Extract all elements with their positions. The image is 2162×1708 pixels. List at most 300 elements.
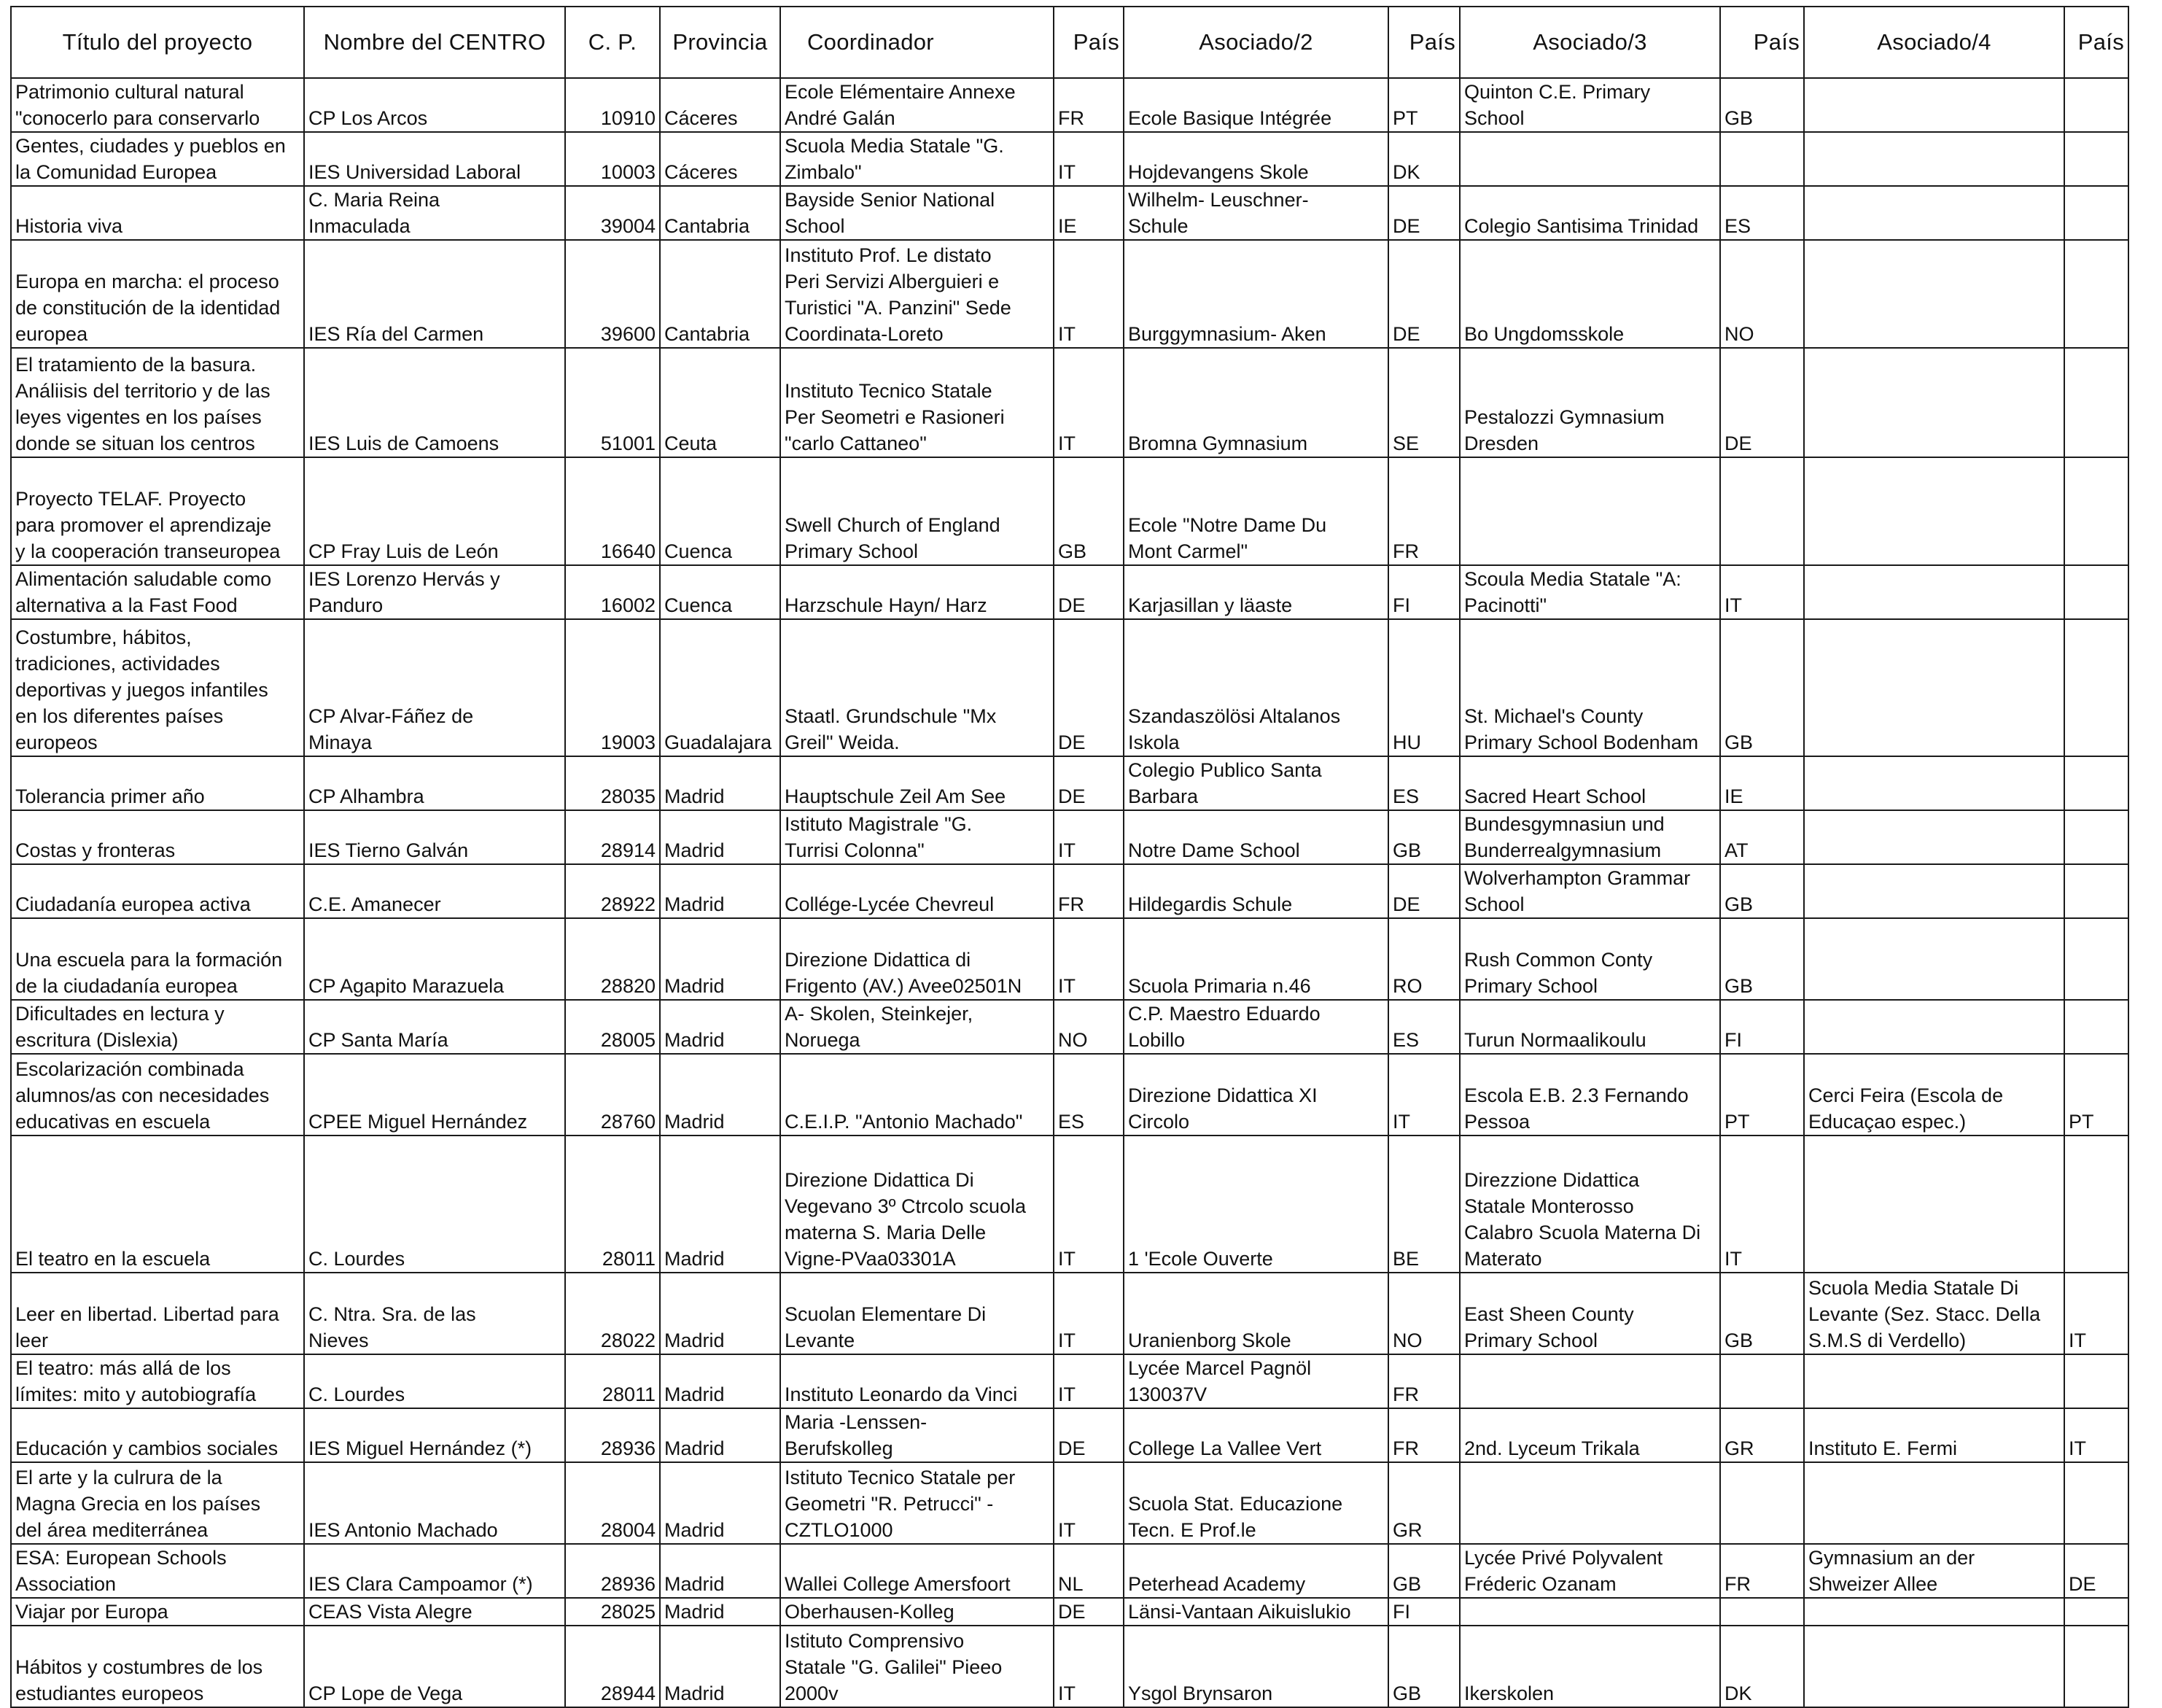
- cell-text-line: Europa en marcha: el proceso: [15, 271, 279, 292]
- cell-text: 10910: [600, 107, 656, 129]
- cell-text-line: 2nd. Lyceum Trikala: [1464, 1437, 1640, 1459]
- cell-text-line: Turrisi Colonna": [785, 839, 925, 861]
- centro-cell: [304, 1626, 565, 1707]
- cell-text-line: Educación y cambios sociales: [15, 1437, 279, 1459]
- pais-4-cell: [2064, 864, 2128, 918]
- centro-cell: [304, 1136, 565, 1273]
- pais-4-cell: [2064, 619, 2128, 756]
- cell-text-line: Scuola Media Statale Di: [1808, 1277, 2019, 1299]
- titulo-cell: [11, 186, 304, 240]
- asociado-3-cell: [1460, 1462, 1720, 1544]
- cell-text-line: Circolo: [1128, 1111, 1190, 1133]
- cell-text: PT: [2069, 1111, 2094, 1133]
- cell-text-line: East Sheen County: [1464, 1303, 1634, 1325]
- cell-text-line: C.E.I.P. "Antonio Machado": [785, 1111, 1023, 1133]
- cell-text-line: Karjasillan y läaste: [1128, 594, 1293, 616]
- cell-text-line: Quinton C.E. Primary: [1464, 81, 1651, 103]
- centro-cell: [304, 1054, 565, 1136]
- cell-text-line: en los diferentes países: [15, 705, 224, 727]
- cell-text: 28936: [600, 1573, 656, 1595]
- cell-text-line: College La Vallee Vert: [1128, 1437, 1322, 1459]
- cell-text-line: A- Skolen, Steinkejer,: [785, 1003, 973, 1025]
- cell-text-line: Bromna Gymnasium: [1128, 432, 1308, 454]
- asociado-2-cell: [1124, 1544, 1388, 1598]
- centro-cell: [304, 864, 565, 918]
- pais-4-cell: [2064, 348, 2128, 457]
- cell-text-line: Notre Dame School: [1128, 839, 1300, 861]
- cell-text-line: CZTLO1000: [785, 1519, 893, 1541]
- cell-text-line: Primary School: [1464, 1329, 1598, 1351]
- cell-text-line: Lobillo: [1128, 1029, 1186, 1051]
- cell-text: NL: [1058, 1573, 1084, 1595]
- pais-1-cell: [1054, 348, 1124, 457]
- cell-text-line: Noruega: [785, 1029, 860, 1051]
- asociado-2-cell: [1124, 1626, 1388, 1707]
- pais-2-cell: [1388, 1136, 1460, 1273]
- provincia-cell: [660, 1626, 780, 1707]
- asociado-2-cell: [1124, 1462, 1388, 1544]
- cell-text-line: Ecole Elémentaire Annexe: [785, 81, 1016, 103]
- cell-text-line: Swell Church of England: [785, 514, 1000, 536]
- pais-4-cell: [2064, 1136, 2128, 1273]
- cell-text: FI: [1393, 1601, 1410, 1623]
- cell-text: 28936: [600, 1437, 656, 1459]
- centro-cell: [304, 565, 565, 619]
- coordinador-cell: [780, 132, 1054, 186]
- coordinador-cell: [780, 756, 1054, 810]
- cp-cell: [565, 1598, 660, 1626]
- cell-text: 28011: [602, 1383, 656, 1405]
- cell-text: DE: [1058, 1601, 1086, 1623]
- cell-text-line: Viajar por Europa: [15, 1601, 168, 1623]
- pais-4-cell: [2064, 565, 2128, 619]
- pais-3-cell: [1720, 1136, 1804, 1273]
- titulo-cell: [11, 565, 304, 619]
- cell-text-line: Oberhausen-Kolleg: [785, 1601, 954, 1623]
- asociado-3-cell: [1460, 132, 1720, 186]
- titulo-cell: [11, 810, 304, 864]
- cell-text: GB: [1724, 893, 1754, 915]
- coordinador-cell: [780, 619, 1054, 756]
- centro-cell: [304, 78, 565, 132]
- asociado-2-cell: [1124, 1000, 1388, 1054]
- table-row: [11, 457, 2128, 565]
- cell-text-line: Bayside Senior National: [785, 189, 995, 211]
- titulo-cell: [11, 1000, 304, 1054]
- cell-text-line: CP Santa María: [308, 1029, 448, 1051]
- pais-2-cell: [1388, 1273, 1460, 1354]
- cell-text-line: Shweizer Allee: [1808, 1573, 1938, 1595]
- cell-text-line: S.M.S di Verdello): [1808, 1329, 1967, 1351]
- cell-text-line: Wolverhampton Grammar: [1464, 867, 1691, 889]
- cell-text-line: IES Lorenzo Hervás y: [308, 568, 500, 590]
- cell-text: FR: [1058, 893, 1084, 915]
- pais-2-cell: [1388, 78, 1460, 132]
- cell-text: DE: [2069, 1573, 2096, 1595]
- cell-text-line: Alimentación saludable como: [15, 568, 272, 590]
- pais-2-cell: [1388, 565, 1460, 619]
- cell-text-line: Bo Ungdomsskole: [1464, 323, 1625, 345]
- cell-text: Madrid: [664, 893, 725, 915]
- cell-text-line: Levante (Sez. Stacc. Della: [1808, 1303, 2041, 1325]
- cell-text: GB: [1724, 107, 1754, 129]
- pais-4-cell: [2064, 918, 2128, 1000]
- asociado-4-cell: [1804, 1136, 2064, 1273]
- cell-text: HU: [1393, 731, 1421, 753]
- cell-text: SE: [1393, 432, 1420, 454]
- cp-cell: [565, 619, 660, 756]
- cell-text-line: Bunderrealgymnasium: [1464, 839, 1662, 861]
- cell-text: 16002: [600, 594, 656, 616]
- centro-cell: [304, 619, 565, 756]
- cell-text-line: C. Lourdes: [308, 1383, 405, 1405]
- cell-text: FI: [1724, 1029, 1742, 1051]
- cell-text-line: Dificultades en lectura y: [15, 1003, 225, 1025]
- cell-text-line: Proyecto TELAF. Proyecto: [15, 488, 246, 510]
- pais-4-cell: [2064, 457, 2128, 565]
- asociado-3-cell: [1460, 1354, 1720, 1408]
- cell-text-line: C.E. Amanecer: [308, 893, 441, 915]
- asociado-4-cell: [1804, 1626, 2064, 1707]
- cp-cell: [565, 756, 660, 810]
- cell-text-line: Hildegardis Schule: [1128, 893, 1293, 915]
- asociado-2-cell: [1124, 240, 1388, 348]
- pais-1-cell: [1054, 1544, 1124, 1598]
- cell-text-line: 1 'Ecole Ouverte: [1128, 1248, 1273, 1270]
- cp-cell: [565, 132, 660, 186]
- cell-text: IT: [1724, 594, 1742, 616]
- cell-text: IT: [1058, 432, 1076, 454]
- cell-text-line: Ysgol Brynsaron: [1128, 1682, 1273, 1704]
- coordinador-cell: [780, 1626, 1054, 1707]
- header-pais-4: País: [2064, 7, 2128, 78]
- centro-cell: [304, 132, 565, 186]
- cell-text-line: Pacinotti": [1464, 594, 1547, 616]
- provincia-cell: [660, 1054, 780, 1136]
- cell-text-line: Hábitos y costumbres de los: [15, 1656, 263, 1678]
- cell-text-line: Wilhelm- Leuschner-: [1128, 189, 1309, 211]
- cell-text-line: Vegevano 3º Ctrcolo scuola: [785, 1195, 1027, 1217]
- asociado-3-cell: [1460, 348, 1720, 457]
- titulo-cell: [11, 1054, 304, 1136]
- cell-text: GB: [1058, 540, 1087, 562]
- pais-1-cell: [1054, 457, 1124, 565]
- header-centro: Nombre del CENTRO: [304, 7, 565, 78]
- pais-3-cell: [1720, 132, 1804, 186]
- pais-3-cell: [1720, 348, 1804, 457]
- pais-2-cell: [1388, 1408, 1460, 1462]
- cell-text-line: la Comunidad Europea: [15, 161, 217, 183]
- table-row: [11, 864, 2128, 918]
- cell-text: Madrid: [664, 1329, 725, 1351]
- provincia-cell: [660, 619, 780, 756]
- cell-text-line: Direzione Didattica di: [785, 949, 971, 971]
- cp-cell: [565, 457, 660, 565]
- cell-text: GB: [1393, 839, 1422, 861]
- cell-text-line: Bundesgymnasiun und: [1464, 813, 1665, 835]
- header-asociado-3: Asociado/3: [1460, 7, 1720, 78]
- cell-text: DE: [1058, 785, 1086, 807]
- cell-text: 28914: [600, 839, 656, 861]
- provincia-cell: [660, 348, 780, 457]
- cell-text-line: School: [785, 215, 845, 237]
- cell-text: DE: [1058, 731, 1086, 753]
- cell-text: ES: [1393, 1029, 1420, 1051]
- coordinador-cell: [780, 1462, 1054, 1544]
- asociado-2-cell: [1124, 756, 1388, 810]
- provincia-cell: [660, 864, 780, 918]
- cell-text: IT: [1724, 1248, 1742, 1270]
- provincia-cell: [660, 1273, 780, 1354]
- pais-2-cell: [1388, 1462, 1460, 1544]
- cell-text-line: Collége-Lycée Chevreul: [785, 893, 995, 915]
- coordinador-cell: [780, 1273, 1054, 1354]
- pais-1-cell: [1054, 1136, 1124, 1273]
- cell-text-line: C. Lourdes: [308, 1248, 405, 1270]
- centro-cell: [304, 1598, 565, 1626]
- cell-text-line: Direzione Didattica XI: [1128, 1084, 1318, 1106]
- centro-cell: [304, 1354, 565, 1408]
- centro-cell: [304, 1462, 565, 1544]
- cell-text: DE: [1058, 594, 1086, 616]
- cell-text: IT: [1058, 1329, 1076, 1351]
- pais-1-cell: [1054, 1354, 1124, 1408]
- centro-cell: [304, 186, 565, 240]
- cell-text-line: Una escuela para la formación: [15, 949, 283, 971]
- pais-1-cell: [1054, 1598, 1124, 1626]
- cell-text: RO: [1393, 975, 1423, 997]
- coordinador-cell: [780, 1054, 1054, 1136]
- table-row: [11, 810, 2128, 864]
- cell-text: IT: [1058, 1519, 1076, 1541]
- cell-text-line: Minaya: [308, 731, 373, 753]
- cell-text-line: europeos: [15, 731, 98, 753]
- cell-text-line: Escola E.B. 2.3 Fernando: [1464, 1084, 1689, 1106]
- cp-cell: [565, 1136, 660, 1273]
- asociado-4-cell: [1804, 348, 2064, 457]
- cell-text-line: IES Miguel Hernández (*): [308, 1437, 532, 1459]
- cell-text-line: Frigento (AV.) Avee02501N: [785, 975, 1022, 997]
- cp-cell: [565, 565, 660, 619]
- pais-2-cell: [1388, 756, 1460, 810]
- centro-cell: [304, 1273, 565, 1354]
- coordinador-cell: [780, 918, 1054, 1000]
- pais-2-cell: [1388, 1544, 1460, 1598]
- cell-text-line: Patrimonio cultural natural: [15, 81, 244, 103]
- cell-text-line: Levante: [785, 1329, 855, 1351]
- cell-text: IT: [1058, 1682, 1076, 1704]
- cell-text-line: CEAS Vista Alegre: [308, 1601, 473, 1623]
- cell-text-line: Burggymnasium- Aken: [1128, 323, 1326, 345]
- pais-4-cell: [2064, 1054, 2128, 1136]
- table-row: [11, 186, 2128, 240]
- asociado-4-cell: [1804, 1544, 2064, 1598]
- cell-text: DE: [1393, 323, 1420, 345]
- cell-text-line: tradiciones, actividades: [15, 653, 220, 675]
- cell-text: IT: [2069, 1329, 2086, 1351]
- provincia-cell: [660, 1000, 780, 1054]
- provincia-cell: [660, 1598, 780, 1626]
- coordinador-cell: [780, 240, 1054, 348]
- cell-text-line: Länsi-Vantaan Aikuislukio: [1128, 1601, 1351, 1623]
- cell-text-line: CP Fray Luis de León: [308, 540, 499, 562]
- asociado-2-cell: [1124, 1273, 1388, 1354]
- cell-text: IT: [1058, 839, 1076, 861]
- asociado-2-cell: [1124, 1054, 1388, 1136]
- cell-text: DE: [1393, 215, 1420, 237]
- cell-text-line: Historia viva: [15, 215, 123, 237]
- coordinador-cell: [780, 348, 1054, 457]
- cell-text: PT: [1724, 1111, 1750, 1133]
- pais-4-cell: [2064, 240, 2128, 348]
- table-body: [11, 78, 2128, 1707]
- cell-text-line: Szandaszölösi Altalanos: [1128, 705, 1341, 727]
- cell-text-line: escritura (Dislexia): [15, 1029, 179, 1051]
- cell-text: IE: [1724, 785, 1743, 807]
- asociado-2-cell: [1124, 132, 1388, 186]
- cell-text-line: IES Universidad Laboral: [308, 161, 521, 183]
- pais-2-cell: [1388, 1354, 1460, 1408]
- cell-text: FR: [1393, 1383, 1419, 1405]
- pais-4-cell: [2064, 132, 2128, 186]
- table-row: [11, 1000, 2128, 1054]
- asociado-4-cell: [1804, 78, 2064, 132]
- cp-cell: [565, 348, 660, 457]
- cell-text-line: St. Michael's County: [1464, 705, 1644, 727]
- coordinador-cell: [780, 1598, 1054, 1626]
- cell-text-line: Sacred Heart School: [1464, 785, 1646, 807]
- cell-text: DE: [1393, 893, 1420, 915]
- cell-text: 16640: [600, 540, 656, 562]
- cell-text: Madrid: [664, 1573, 725, 1595]
- cell-text-line: Ecole "Notre Dame Du: [1128, 514, 1327, 536]
- pais-1-cell: [1054, 132, 1124, 186]
- table-row: [11, 348, 2128, 457]
- cell-text-line: alumnos/as con necesidades: [15, 1084, 270, 1106]
- asociado-3-cell: [1460, 457, 1720, 565]
- header-asociado-4: Asociado/4: [1804, 7, 2064, 78]
- asociado-4-cell: [1804, 619, 2064, 756]
- titulo-cell: [11, 348, 304, 457]
- asociado-4-cell: [1804, 756, 2064, 810]
- pais-4-cell: [2064, 1354, 2128, 1408]
- asociado-2-cell: [1124, 918, 1388, 1000]
- table-row: [11, 78, 2128, 132]
- cell-text-line: El tratamiento de la basura.: [15, 354, 257, 376]
- pais-4-cell: [2064, 1000, 2128, 1054]
- cell-text: IT: [1058, 975, 1076, 997]
- cell-text-line: Escolarización combinada: [15, 1058, 244, 1080]
- table-row: [11, 1273, 2128, 1354]
- cell-text: 28820: [600, 975, 656, 997]
- cell-text-line: Scuola Media Statale "G.: [785, 135, 1004, 157]
- asociado-3-cell: [1460, 1136, 1720, 1273]
- cell-text-line: Calabro Scuola Materna Di: [1464, 1222, 1701, 1243]
- cell-text-line: IES Clara Campoamor (*): [308, 1573, 533, 1595]
- pais-3-cell: [1720, 240, 1804, 348]
- asociado-4-cell: [1804, 1054, 2064, 1136]
- cell-text: BE: [1393, 1248, 1420, 1270]
- pais-2-cell: [1388, 186, 1460, 240]
- asociado-3-cell: [1460, 240, 1720, 348]
- provincia-cell: [660, 1408, 780, 1462]
- pais-4-cell: [2064, 1544, 2128, 1598]
- cell-text: DE: [1058, 1437, 1086, 1459]
- cell-text: NO: [1058, 1029, 1088, 1051]
- cell-text: GB: [1393, 1573, 1422, 1595]
- pais-2-cell: [1388, 1000, 1460, 1054]
- pais-4-cell: [2064, 186, 2128, 240]
- cell-text: GR: [1724, 1437, 1754, 1459]
- pais-4-cell: [2064, 1273, 2128, 1354]
- titulo-cell: [11, 619, 304, 756]
- cell-text-line: IES Tierno Galván: [308, 839, 469, 861]
- cell-text-line: Statale "G. Galilei" Pieeo: [785, 1656, 1003, 1678]
- pais-4-cell: [2064, 1408, 2128, 1462]
- pais-2-cell: [1388, 918, 1460, 1000]
- pais-2-cell: [1388, 619, 1460, 756]
- cell-text-line: Greil" Weida.: [785, 731, 900, 753]
- asociado-4-cell: [1804, 1462, 2064, 1544]
- cell-text: IT: [2069, 1437, 2086, 1459]
- table-row: [11, 1408, 2128, 1462]
- cell-text-line: Instituto Prof. Le distato: [785, 244, 992, 266]
- pais-3-cell: [1720, 1408, 1804, 1462]
- cell-text: 28035: [600, 785, 656, 807]
- cell-text: 28944: [600, 1682, 656, 1704]
- cp-cell: [565, 1054, 660, 1136]
- pais-1-cell: [1054, 186, 1124, 240]
- cell-text: Ceuta: [664, 432, 718, 454]
- titulo-cell: [11, 240, 304, 348]
- cell-text-line: 130037V: [1128, 1383, 1208, 1405]
- pais-4-cell: [2064, 756, 2128, 810]
- centro-cell: [304, 1000, 565, 1054]
- cell-text-line: Peri Servizi Alberguieri e: [785, 271, 1000, 292]
- cell-text-line: Costumbre, hábitos,: [15, 626, 192, 648]
- header-pais-2: País: [1388, 7, 1460, 78]
- provincia-cell: [660, 1354, 780, 1408]
- cell-text-line: CP Agapito Marazuela: [308, 975, 505, 997]
- coordinador-cell: [780, 1544, 1054, 1598]
- cell-text-line: Magna Grecia en los países: [15, 1493, 261, 1515]
- pais-3-cell: [1720, 1354, 1804, 1408]
- cell-text-line: y la cooperación transeuropea: [15, 540, 281, 562]
- cp-cell: [565, 1273, 660, 1354]
- table-row: [11, 1462, 2128, 1544]
- pais-2-cell: [1388, 810, 1460, 864]
- cell-text-line: Zimbalo": [785, 161, 862, 183]
- projects-table: [10, 6, 2129, 1708]
- header-asociado-2: Asociado/2: [1124, 7, 1388, 78]
- cell-text: 39600: [600, 323, 656, 345]
- table-row: [11, 918, 2128, 1000]
- cell-text-line: Istituto Tecnico Statale per: [785, 1467, 1016, 1488]
- cell-text: IT: [1058, 1248, 1076, 1270]
- cell-text: FR: [1058, 107, 1084, 129]
- pais-2-cell: [1388, 240, 1460, 348]
- cell-text: 10003: [600, 161, 656, 183]
- cell-text-line: Tecn. E Prof.le: [1128, 1519, 1256, 1541]
- pais-1-cell: [1054, 1054, 1124, 1136]
- cell-text-line: materna S. Maria Delle: [785, 1222, 987, 1243]
- cell-text-line: Gentes, ciudades y pueblos en: [15, 135, 286, 157]
- titulo-cell: [11, 756, 304, 810]
- table-row: [11, 132, 2128, 186]
- titulo-cell: [11, 132, 304, 186]
- cell-text: Madrid: [664, 1601, 725, 1623]
- cell-text-line: Scoula Media Statale "A:: [1464, 568, 1681, 590]
